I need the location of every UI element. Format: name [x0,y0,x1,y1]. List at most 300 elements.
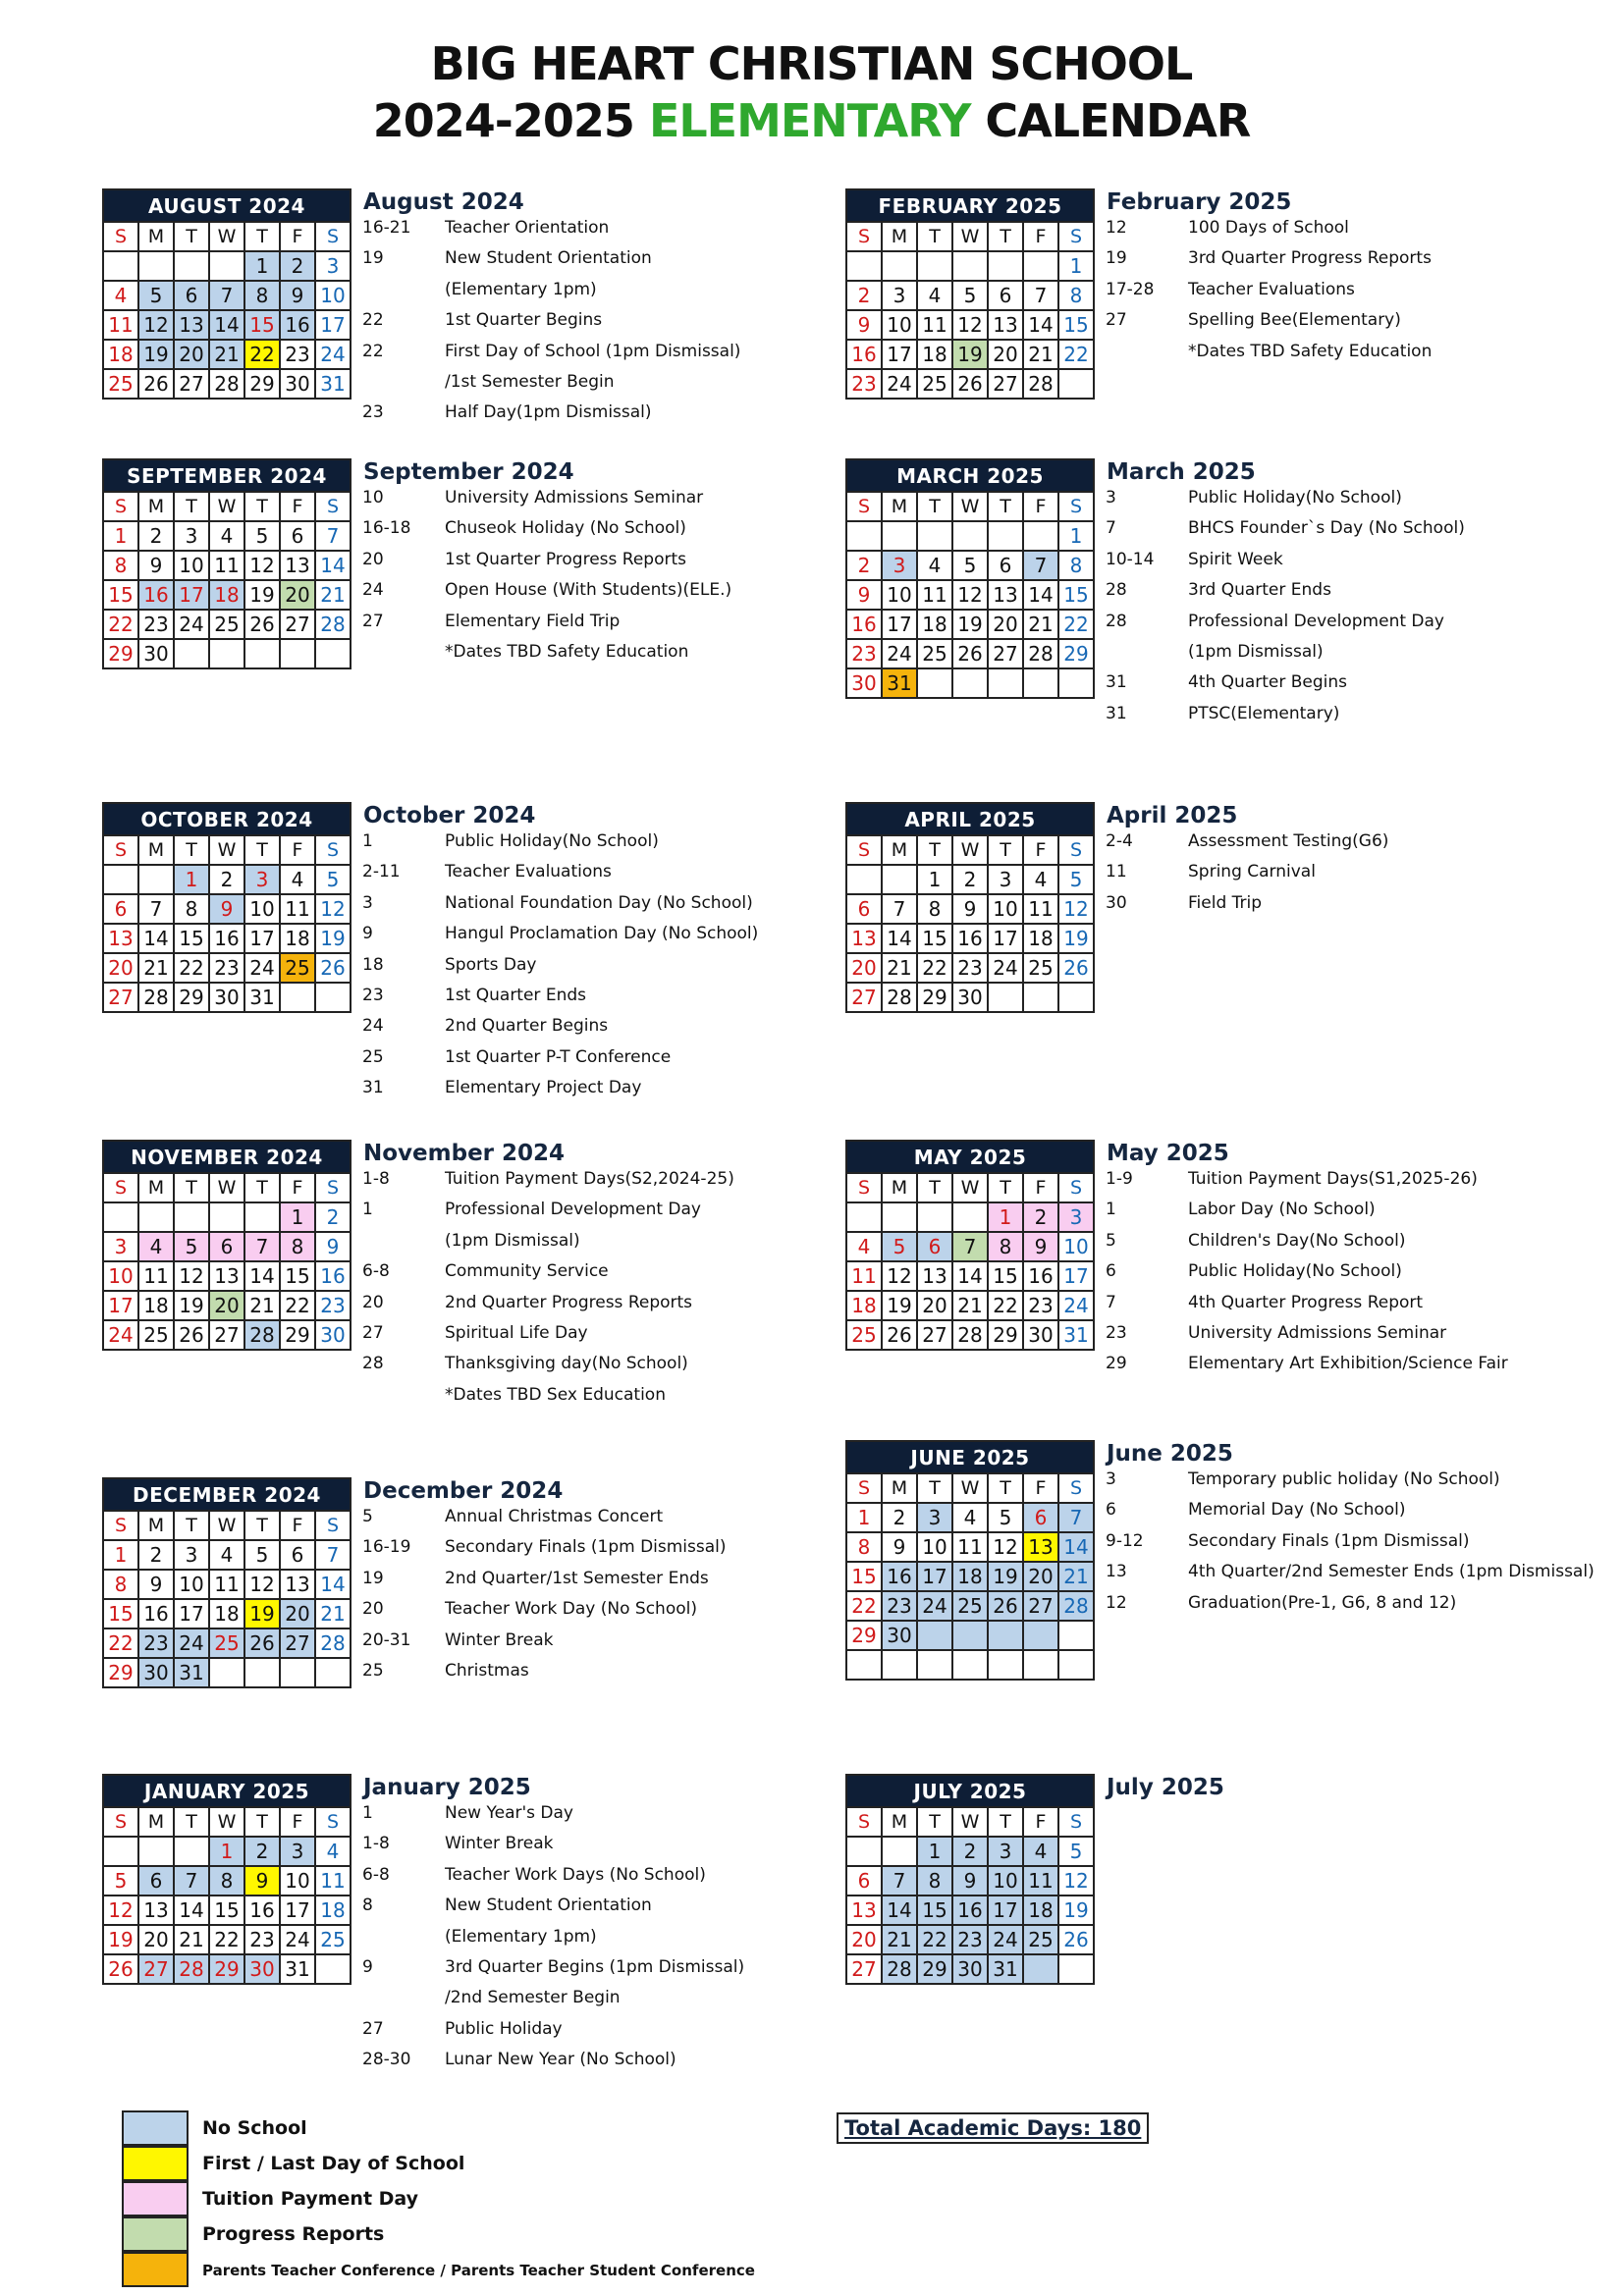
event-date: 16-21 [362,218,411,238]
event-date: 3 [1106,488,1116,507]
event-text: 2nd Quarter/1st Semester Ends [445,1568,709,1588]
day-cell: 1 [917,1837,952,1866]
event-text: /1st Semester Begin [445,372,615,392]
event-text: /2nd Semester Begin [445,1988,621,2008]
day-cell: 17 [1058,1261,1094,1291]
day-cell: 4 [1023,865,1058,894]
event-text: Public Holiday(No School) [1188,488,1402,507]
day-cell: 3 [174,521,209,551]
event-date: 10-14 [1106,549,1155,569]
day-cell: 2 [1023,1202,1058,1232]
month-events-title: December 2024 [363,1478,564,1504]
event-text: Community Service [445,1261,609,1282]
event-text: Spirit Week [1188,549,1283,569]
empty-day-cell [1023,251,1058,281]
weekday-label: S [846,1173,882,1202]
day-cell: 9 [882,1532,917,1562]
day-cell: 9 [209,894,244,924]
weekday-label: W [952,222,988,251]
weekday-label: T [988,1807,1023,1837]
empty-day-cell [917,1650,952,1680]
weekday-label: W [209,835,244,865]
day-cell: 14 [138,924,174,953]
day-cell: 31 [988,1954,1023,1984]
event-date: 22 [362,341,384,361]
day-cell: 31 [1058,1320,1094,1350]
day-cell: 17 [882,340,917,369]
day-cell: 25 [917,369,952,399]
month-events-title: February 2025 [1107,189,1292,215]
day-cell: 30 [138,639,174,668]
day-cell: 14 [174,1896,209,1925]
event-date: 1-8 [362,1834,390,1854]
empty-day-cell [1023,668,1058,698]
event-date: 2-4 [1106,831,1133,851]
day-cell: 4 [138,1232,174,1261]
weekday-label: W [209,222,244,251]
month-header: JANUARY 2025 [103,1775,351,1807]
day-cell: 6 [846,1866,882,1896]
month-calendar-may [845,1140,1095,1351]
day-cell: 27 [1023,1591,1058,1621]
day-cell: 2 [952,1837,988,1866]
weekday-label: F [1023,222,1058,251]
day-cell: 5 [315,865,351,894]
day-cell: 18 [138,1291,174,1320]
day-cell: 27 [846,1954,882,1984]
day-cell: 14 [1023,310,1058,340]
weekday-label: S [1058,835,1094,865]
event-text: Christmas [445,1661,529,1681]
event-text: 1st Quarter P-T Conference [445,1046,672,1067]
weekday-label: S [103,835,138,865]
legend-swatch [122,2181,189,2216]
day-cell: 25 [138,1320,174,1350]
school-title: BIG HEART CHRISTIAN SCHOOL [430,37,1193,90]
day-cell: 14 [882,924,917,953]
day-cell: 31 [244,983,280,1012]
day-cell: 5 [988,1503,1023,1532]
weekday-label: F [1023,1173,1058,1202]
event-text: 1st Quarter Begins [445,310,603,331]
day-cell: 11 [209,551,244,580]
day-cell: 6 [988,551,1023,580]
weekday-label: T [244,492,280,521]
weekday-label: M [138,835,174,865]
day-cell: 10 [315,281,351,310]
day-cell: 29 [103,1658,138,1687]
day-cell: 22 [988,1291,1023,1320]
day-cell: 1 [174,865,209,894]
empty-day-cell [882,1650,917,1680]
day-cell: 13 [988,310,1023,340]
event-text: 4th Quarter/2nd Semester Ends (1pm Dismissal) [1188,1562,1595,1582]
day-cell: 18 [952,1562,988,1591]
weekday-label: S [103,1173,138,1202]
event-text: Public Holiday [445,2018,563,2039]
day-cell: 17 [882,610,917,639]
day-cell: 26 [315,953,351,983]
day-cell: 4 [315,1837,351,1866]
day-cell: 18 [846,1291,882,1320]
day-cell: 26 [138,369,174,399]
empty-day-cell [103,1202,138,1232]
weekday-label: S [315,835,351,865]
day-cell: 23 [315,1291,351,1320]
day-cell: 21 [952,1291,988,1320]
day-cell: 23 [280,340,315,369]
day-cell: 30 [882,1621,917,1650]
event-text: Annual Christmas Concert [445,1507,664,1526]
day-cell: 5 [1058,1837,1094,1866]
event-text: First Day of School (1pm Dismissal) [445,341,741,361]
day-cell: 15 [917,924,952,953]
event-date: 16-18 [362,518,411,539]
month-calendar-jun [845,1440,1095,1681]
day-cell: 7 [138,894,174,924]
day-cell: 11 [315,1866,351,1896]
day-cell: 19 [244,1599,280,1629]
empty-day-cell [917,1621,952,1650]
day-cell: 1 [209,1837,244,1866]
day-cell: 28 [174,1954,209,1984]
empty-day-cell [846,1837,882,1866]
day-cell: 6 [846,894,882,924]
day-cell: 3 [244,865,280,894]
empty-day-cell [315,639,351,668]
event-text: Memorial Day (No School) [1188,1500,1406,1521]
day-cell: 6 [1023,1503,1058,1532]
weekday-label: S [315,1511,351,1540]
day-cell: 7 [952,1232,988,1261]
day-cell: 24 [315,340,351,369]
month-header: JUNE 2025 [846,1441,1094,1473]
event-date: 11 [1106,862,1127,882]
weekday-label: F [280,1511,315,1540]
day-cell: 17 [174,580,209,610]
day-cell: 30 [952,983,988,1012]
day-cell: 28 [952,1320,988,1350]
day-cell: 15 [174,924,209,953]
empty-day-cell [846,865,882,894]
day-cell: 8 [917,894,952,924]
day-cell: 8 [917,1866,952,1896]
day-cell: 1 [103,1540,138,1570]
month-header: FEBRUARY 2025 [846,189,1094,222]
day-cell: 15 [209,1896,244,1925]
day-cell: 19 [138,340,174,369]
weekday-label: S [1058,1173,1094,1202]
day-cell: 7 [1023,551,1058,580]
day-cell: 12 [1058,894,1094,924]
day-cell: 30 [138,1658,174,1687]
weekday-label: S [846,1807,882,1837]
weekday-label: W [952,1807,988,1837]
empty-day-cell [280,983,315,1012]
day-cell: 25 [209,610,244,639]
day-cell: 16 [280,310,315,340]
event-text: Teacher Evaluations [445,862,612,882]
event-date: 9-12 [1106,1530,1144,1551]
event-text: (1pm Dismissal) [445,1230,580,1251]
weekday-label: W [209,1173,244,1202]
weekday-label: T [917,1807,952,1837]
day-cell: 27 [280,1629,315,1658]
day-cell: 13 [846,1896,882,1925]
empty-day-cell [103,865,138,894]
event-date: 25 [362,1046,384,1067]
month-events-title: January 2025 [363,1775,531,1800]
event-date: 31 [1106,672,1127,693]
day-cell: 10 [882,310,917,340]
day-cell: 5 [174,1232,209,1261]
day-cell: 19 [952,610,988,639]
day-cell: 19 [988,1562,1023,1591]
empty-day-cell [882,865,917,894]
day-cell: 31 [882,668,917,698]
day-cell: 8 [103,1570,138,1599]
day-cell: 28 [1023,369,1058,399]
day-cell: 10 [174,1570,209,1599]
month-header: DECEMBER 2024 [103,1478,351,1511]
event-text: Labor Day (No School) [1188,1200,1376,1220]
day-cell: 14 [209,310,244,340]
day-cell: 4 [103,281,138,310]
day-cell: 27 [138,1954,174,1984]
empty-day-cell [174,1837,209,1866]
event-text: PTSC(Elementary) [1188,703,1340,723]
empty-day-cell [103,1837,138,1866]
day-cell: 17 [315,310,351,340]
event-text: Tuition Payment Days(S1,2025-26) [1188,1169,1478,1189]
month-events-title: May 2025 [1107,1141,1229,1166]
weekday-label: M [138,1173,174,1202]
day-cell: 13 [174,310,209,340]
day-cell: 3 [988,865,1023,894]
day-cell: 26 [882,1320,917,1350]
month-header: MAY 2025 [846,1141,1094,1173]
day-cell: 15 [1058,310,1094,340]
day-cell: 29 [103,639,138,668]
day-cell: 19 [952,340,988,369]
weekday-label: W [209,492,244,521]
empty-day-cell [174,639,209,668]
day-cell: 29 [280,1320,315,1350]
empty-day-cell [952,251,988,281]
event-date: 31 [362,1078,384,1098]
event-text: *Dates TBD Sex Education [445,1384,666,1405]
day-cell: 13 [988,580,1023,610]
weekday-label: T [917,222,952,251]
day-cell: 6 [103,894,138,924]
day-cell: 22 [103,1629,138,1658]
calendar-title-suffix: CALENDAR [970,94,1251,147]
day-cell: 18 [280,924,315,953]
day-cell: 30 [1023,1320,1058,1350]
day-cell: 8 [1058,281,1094,310]
empty-day-cell [315,983,351,1012]
empty-day-cell [846,1202,882,1232]
day-cell: 21 [1023,610,1058,639]
weekday-label: M [882,835,917,865]
event-text: (Elementary 1pm) [445,1926,597,1947]
day-cell: 10 [988,894,1023,924]
day-cell: 20 [988,340,1023,369]
day-cell: 6 [280,1540,315,1570]
day-cell: 27 [280,610,315,639]
month-header: JULY 2025 [846,1775,1094,1807]
weekday-label: M [138,1511,174,1540]
empty-day-cell [988,983,1023,1012]
day-cell: 13 [138,1896,174,1925]
day-cell: 28 [315,610,351,639]
weekday-label: F [280,492,315,521]
day-cell: 6 [209,1232,244,1261]
event-text: Professional Development Day [1188,611,1444,631]
event-text: 4th Quarter Progress Report [1188,1292,1424,1312]
day-cell: 3 [882,281,917,310]
empty-day-cell [952,1650,988,1680]
day-cell: 6 [174,281,209,310]
day-cell: 11 [280,894,315,924]
empty-day-cell [1023,521,1058,551]
day-cell: 3 [103,1232,138,1261]
day-cell: 16 [138,1599,174,1629]
event-text: 100 Days of School [1188,218,1349,238]
empty-day-cell [917,521,952,551]
event-text: Winter Break [445,1629,554,1650]
day-cell: 6 [917,1232,952,1261]
event-date: 28 [1106,611,1127,631]
event-text: Secondary Finals (1pm Dismissal) [445,1537,727,1558]
day-cell: 24 [988,953,1023,983]
weekday-label: F [280,835,315,865]
day-cell: 15 [280,1261,315,1291]
legend-label: First / Last Day of School [202,2153,465,2174]
day-cell: 4 [917,551,952,580]
empty-day-cell [1058,668,1094,698]
weekday-label: F [1023,1807,1058,1837]
event-date: 1-8 [362,1169,390,1189]
event-date: 27 [362,2018,384,2039]
day-cell: 4 [917,281,952,310]
weekday-label: W [952,492,988,521]
event-text: Spelling Bee(Elementary) [1188,310,1401,331]
day-cell: 18 [917,340,952,369]
month-calendar-feb [845,188,1095,400]
event-date: 27 [1106,310,1127,331]
event-text: 4th Quarter Begins [1188,672,1348,693]
day-cell: 14 [1023,580,1058,610]
event-text: Hangul Proclamation Day (No School) [445,924,759,944]
day-cell: 3 [315,251,351,281]
day-cell: 12 [138,310,174,340]
day-cell: 10 [882,580,917,610]
day-cell: 14 [315,1570,351,1599]
day-cell: 23 [846,639,882,668]
month-events-title: August 2024 [363,189,524,215]
weekday-label: T [917,492,952,521]
day-cell: 13 [846,924,882,953]
day-cell: 3 [280,1837,315,1866]
event-date: 1 [362,831,373,851]
day-cell: 28 [1058,1591,1094,1621]
calendar-title-year: 2024-2025 [372,94,649,147]
event-date: 19 [362,248,384,269]
day-cell: 27 [917,1320,952,1350]
month-header: AUGUST 2024 [103,189,351,222]
day-cell: 28 [244,1320,280,1350]
event-text: 3rd Quarter Begins (1pm Dismissal) [445,1957,745,1977]
day-cell: 7 [174,1866,209,1896]
event-text: Assessment Testing(G6) [1188,831,1389,851]
day-cell: 1 [846,1503,882,1532]
day-cell: 1 [280,1202,315,1232]
day-cell: 13 [917,1261,952,1291]
event-text: New Student Orientation [445,1896,652,1916]
day-cell: 31 [174,1658,209,1687]
empty-day-cell [138,251,174,281]
day-cell: 20 [988,610,1023,639]
weekday-label: T [244,835,280,865]
event-date: 7 [1106,1292,1116,1312]
legend-label: Tuition Payment Day [202,2188,419,2210]
day-cell: 9 [138,1570,174,1599]
day-cell: 8 [209,1866,244,1896]
day-cell: 20 [846,1925,882,1954]
month-calendar-oct [102,802,352,1013]
event-text: Spiritual Life Day [445,1323,588,1343]
event-date: 9 [362,1957,373,1977]
day-cell: 12 [1058,1866,1094,1896]
weekday-label: S [103,1511,138,1540]
event-text: Lunar New Year (No School) [445,2050,676,2070]
day-cell: 23 [1023,1291,1058,1320]
event-text: National Foundation Day (No School) [445,892,753,913]
day-cell: 22 [174,953,209,983]
day-cell: 7 [1058,1503,1094,1532]
day-cell: 23 [138,1629,174,1658]
weekday-label: M [882,492,917,521]
day-cell: 20 [846,953,882,983]
empty-day-cell [315,1954,351,1984]
event-text: Sports Day [445,954,537,975]
event-date: 27 [362,611,384,631]
day-cell: 10 [988,1866,1023,1896]
event-date: 20 [362,1599,384,1620]
day-cell: 3 [174,1540,209,1570]
empty-day-cell [952,1202,988,1232]
empty-day-cell [1058,1650,1094,1680]
empty-day-cell [1058,1954,1094,1984]
day-cell: 30 [315,1320,351,1350]
event-date: 9 [362,924,373,944]
day-cell: 27 [988,639,1023,668]
empty-day-cell [174,251,209,281]
day-cell: 2 [209,865,244,894]
weekday-label: T [988,1173,1023,1202]
day-cell: 6 [138,1866,174,1896]
day-cell: 3 [988,1837,1023,1866]
day-cell: 27 [209,1320,244,1350]
day-cell: 2 [138,521,174,551]
event-date: 24 [362,1016,384,1037]
event-date: 31 [1106,703,1127,723]
day-cell: 17 [988,1896,1023,1925]
day-cell: 27 [988,369,1023,399]
day-cell: 2 [952,865,988,894]
day-cell: 12 [244,1570,280,1599]
